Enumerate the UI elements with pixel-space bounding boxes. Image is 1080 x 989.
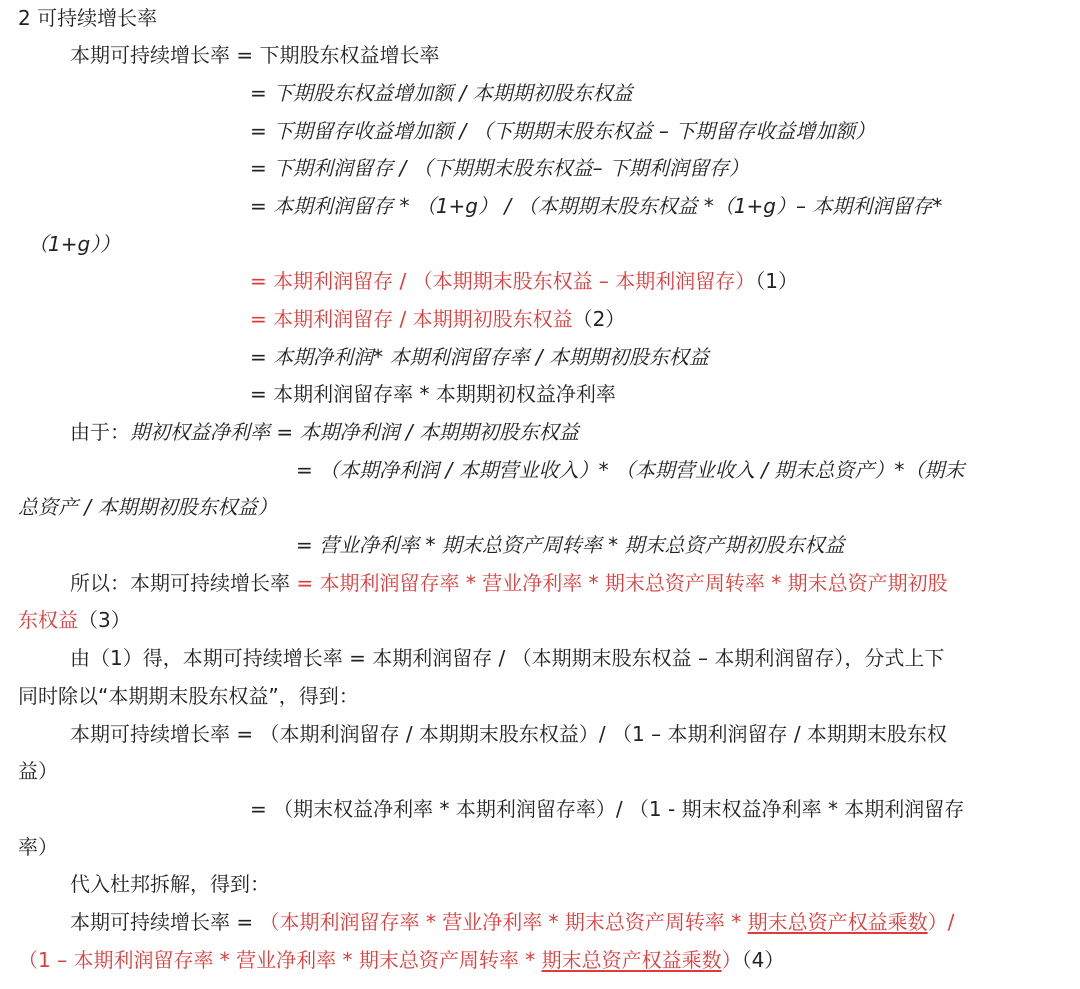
- sgr-ratio-line: 本期可持续增长率 = （本期利润留存 / 本期期末股东权益）/ （1 – 本期利润留存 / 本期期末股东权: [70, 722, 947, 746]
- formula-3-text-cont: 东权益: [18, 608, 78, 632]
- therefore-line: [70, 570, 948, 596]
- roe-result-line: = 营业净利率 * 期末总资产周转率 * 期末总资产期初股东权益: [296, 533, 845, 557]
- because-line: [70, 419, 579, 445]
- formula-4-denominator: （1 – 本期利润留存率 * 营业净利率 * 期末总资产周转率 *: [18, 948, 542, 972]
- therefore-label: 所以：本期可持续增长率: [70, 571, 297, 595]
- therefore-cont: [18, 607, 131, 633]
- section-heading: 2 可持续增长率: [18, 6, 158, 30]
- equity-multiplier-underlined: 期末总资产权益乘数: [747, 910, 928, 934]
- sgr-roe-cont: 率）: [18, 835, 58, 859]
- roe-expansion-line: = （本期净利润 / 本期营业收入）* （本期营业收入 / 期末总资产）*（期末: [296, 458, 965, 482]
- formula-3-number: （3）: [78, 608, 131, 632]
- formula-4-slash: ）/: [927, 910, 955, 934]
- derivation-cont: 同时除以“本期期末股东权益”，得到：: [18, 684, 359, 708]
- formula-2-text: = 本期利润留存 / 本期期初股东权益: [250, 307, 573, 331]
- formula-line-4: = 下期利润留存 / （下期期末股东权益– 下期利润留存）: [250, 156, 749, 180]
- formula-line-9: = 本期利润留存率 * 本期期初权益净利率: [250, 382, 616, 406]
- formula-1-number: （1）: [755, 269, 799, 293]
- formula-4-line: [70, 909, 954, 935]
- sgr-ratio-cont: 益）: [18, 759, 58, 783]
- roe-expansion-cont: 总资产 / 本期期初股东权益）: [18, 495, 278, 519]
- formula-2-number: （2）: [572, 307, 626, 331]
- formula-4-close: ）: [721, 948, 742, 972]
- formula-line-5-cont: （1+g））: [28, 232, 121, 256]
- formula-line-8: = 本期净利润* 本期利润留存率 / 本期期初股东权益: [250, 345, 709, 369]
- formula-4-label: 本期可持续增长率 =: [70, 910, 260, 934]
- equity-multiplier-underlined-2: 期末总资产权益乘数: [541, 948, 722, 972]
- because-formula: 期初权益净利率 = 本期净利润 / 本期期初股东权益: [130, 420, 579, 444]
- formula-3-text: = 本期利润留存率 * 营业净利率 * 期末总资产周转率 * 期末总资产期初股: [296, 571, 948, 595]
- formula-1-text: = 本期利润留存 / （本期期末股东权益 – 本期利润留存）: [250, 269, 756, 293]
- formula-line-3: = 下期留存收益增加额 / （下期期末股东权益 – 下期留存收益增加额）: [250, 119, 876, 143]
- formula-line-1: 本期可持续增长率 = 下期股东权益增长率: [70, 43, 440, 67]
- formula-4-cont: [18, 947, 784, 973]
- formula-4-text: （本期利润留存率 * 营业净利率 * 期末总资产周转率 *: [259, 910, 748, 934]
- dupont-intro: 代入杜邦拆解，得到：: [70, 872, 270, 896]
- formula-line-2: = 下期股东权益增加额 / 本期期初股东权益: [250, 81, 633, 105]
- formula-line-7: [250, 306, 625, 332]
- formula-line-6: [250, 268, 798, 294]
- derivation-line: 由（1）得，本期可持续增长率 = 本期利润留存 / （本期期末股东权益 – 本期利润留存），分式上下: [70, 646, 945, 670]
- because-label: 由于：: [70, 420, 130, 444]
- formula-line-5: = 本期利润留存 * （1+g） / （本期期末股东权益 *（1+g）– 本期利润留存*: [250, 194, 943, 218]
- formula-4-number: （4）: [741, 948, 785, 972]
- sgr-roe-line: = （期末权益净利率 * 本期利润留存率）/ （1 - 期末权益净利率 * 本期利润留存: [250, 797, 965, 821]
